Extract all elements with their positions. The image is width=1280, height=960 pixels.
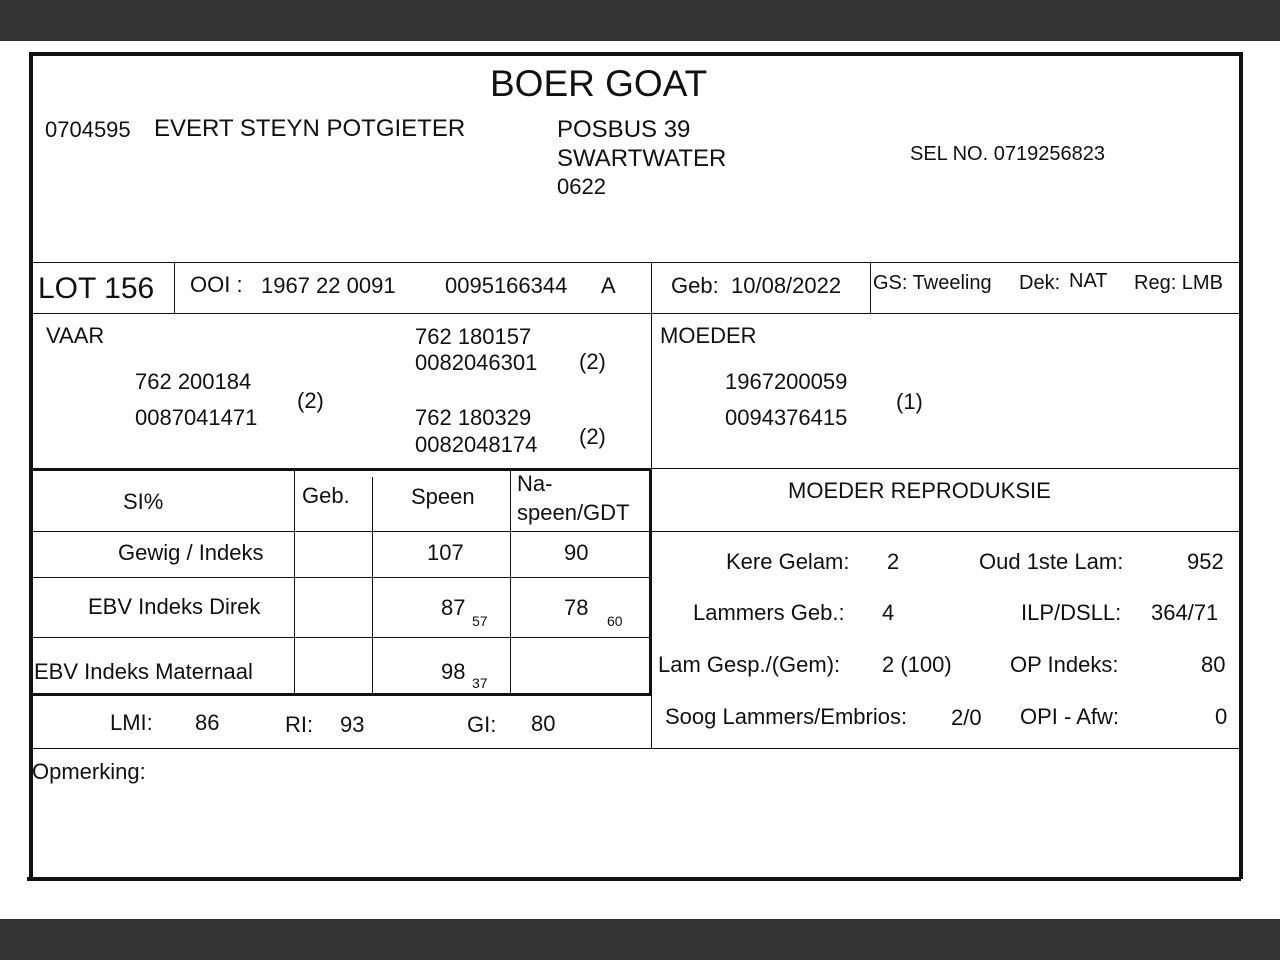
si-header-speen: Speen — [411, 484, 475, 509]
oud-lam-value: 952 — [1187, 549, 1224, 574]
si-row-naspeen-sub: 60 — [607, 613, 623, 629]
indices-bottom-rule — [33, 748, 1239, 749]
si-row-label: Gewig / Indeks — [118, 540, 264, 565]
lammers-geb-value: 4 — [882, 600, 895, 625]
lot-row-bottom-rule — [33, 313, 1239, 314]
si-row-speen: 98 — [441, 659, 466, 684]
address-line-2: SWARTWATER — [557, 145, 727, 172]
reproduction-header-rule — [651, 531, 1239, 532]
si-row-label: EBV Indeks Direk — [88, 594, 261, 619]
vaar-label: VAAR — [46, 323, 105, 348]
geb-divider — [870, 262, 871, 313]
oud-lam-label: Oud 1ste Lam: — [979, 549, 1124, 574]
opi-afw-label: OPI - Afw: — [1020, 704, 1120, 729]
sel-number: SEL NO. 0719256823 — [910, 143, 1105, 165]
si-table-right-border — [649, 468, 652, 695]
address-line-1: POSBUS 39 — [557, 116, 691, 143]
postal-code: 0622 — [557, 174, 606, 199]
lot-divider — [174, 262, 175, 313]
si-row-label: EBV Indeks Maternaal — [34, 659, 253, 684]
vaar-id: 762 200184 — [135, 369, 252, 394]
vaar-dam-tag: 0082048174 — [415, 432, 538, 457]
lot-row-top-rule — [33, 262, 1239, 263]
moeder-tag: 0094376415 — [725, 405, 848, 430]
frame-top-border — [30, 52, 1242, 56]
si-table-bottom-rule — [30, 693, 652, 696]
vaar-dam-id: 762 180329 — [415, 405, 532, 430]
member-number: 0704595 — [45, 117, 131, 142]
geb-label: Geb: — [671, 273, 719, 298]
ri-label: RI: — [285, 712, 314, 737]
ooi-tag: 0095166344 — [445, 273, 568, 298]
frame-left-border — [29, 52, 33, 879]
reproduction-top-rule — [652, 468, 1239, 469]
bottom-letterbox-band — [0, 919, 1280, 960]
ilp-label: ILP/DSLL: — [1021, 600, 1122, 625]
op-indeks-label: OP Indeks: — [1010, 652, 1119, 677]
si-row-speen: 87 — [441, 595, 466, 620]
si-col-speen-divider — [372, 477, 373, 694]
frame-right-border — [1239, 52, 1243, 879]
soog-lammers-label: Soog Lammers/Embrios: — [665, 704, 908, 729]
si-row-speen: 107 — [427, 540, 464, 565]
si-header-speen-gdt: speen/GDT — [517, 500, 630, 525]
reproduction-title: MOEDER REPRODUKSIE — [788, 478, 1051, 503]
ri-value: 93 — [340, 712, 365, 737]
lot-number: LOT 156 — [38, 272, 155, 305]
si-col-geb-divider — [294, 470, 295, 694]
ooi-id: 1967 22 0091 — [261, 273, 396, 298]
si-col-naspeen-divider — [510, 470, 511, 694]
gi-label: GI: — [467, 712, 497, 737]
op-indeks-value: 80 — [1201, 652, 1226, 677]
si-header-rule — [33, 531, 650, 532]
vaar-tag: 0087041471 — [135, 405, 258, 430]
vaar-count: (2) — [297, 388, 324, 413]
gi-value: 80 — [531, 711, 556, 736]
card-title: BOER GOAT — [490, 63, 708, 104]
lmi-label: LMI: — [110, 710, 153, 735]
vaar-sire-count: (2) — [579, 349, 606, 374]
vaar-dam-count: (2) — [579, 424, 606, 449]
opi-afw-value: 0 — [1215, 704, 1228, 729]
geb-date: 10/08/2022 — [731, 273, 842, 298]
si-header-geb: Geb. — [302, 483, 350, 508]
si-row-naspeen: 78 — [564, 595, 589, 620]
si-row-naspeen: 90 — [564, 540, 589, 565]
si-row-speen-sub: 37 — [472, 675, 488, 691]
si-header-si: SI% — [123, 489, 164, 514]
ilp-value: 364/71 — [1151, 600, 1219, 625]
dek-value: NAT — [1069, 270, 1108, 292]
vaar-sire-id: 762 180157 — [415, 324, 532, 349]
top-letterbox-band — [0, 0, 1280, 41]
center-divider-lower — [651, 695, 652, 748]
moeder-id: 1967200059 — [725, 369, 848, 394]
moeder-count: (1) — [896, 389, 923, 414]
frame-bottom-border — [27, 877, 1241, 881]
lam-gesp-value: 2 (100) — [882, 652, 952, 677]
kere-gelam-label: Kere Gelam: — [726, 549, 850, 574]
si-row-speen-sub: 57 — [472, 613, 488, 629]
dek-label: Dek: — [1019, 272, 1061, 294]
moeder-label: MOEDER — [660, 323, 757, 348]
reg-value: Reg: LMB — [1134, 272, 1223, 294]
si-row2-rule — [33, 637, 650, 638]
si-header-na: Na- — [517, 471, 553, 496]
remarks-label: Opmerking: — [32, 759, 146, 784]
center-divider-upper — [651, 262, 652, 468]
si-table-top-rule — [30, 468, 652, 471]
kere-gelam-value: 2 — [887, 549, 900, 574]
soog-lammers-value: 2/0 — [951, 705, 982, 730]
ooi-grade: A — [601, 273, 616, 298]
vaar-sire-tag: 0082046301 — [415, 350, 538, 375]
lam-gesp-label: Lam Gesp./(Gem): — [658, 652, 841, 677]
si-row1-rule — [33, 577, 650, 578]
lot-card — [0, 41, 1280, 919]
gs-twins: GS: Tweeling — [873, 272, 992, 294]
lammers-geb-label: Lammers Geb.: — [693, 600, 845, 625]
lmi-value: 86 — [195, 710, 220, 735]
ooi-label: OOI : — [190, 272, 243, 297]
owner-name: EVERT STEYN POTGIETER — [154, 115, 466, 142]
